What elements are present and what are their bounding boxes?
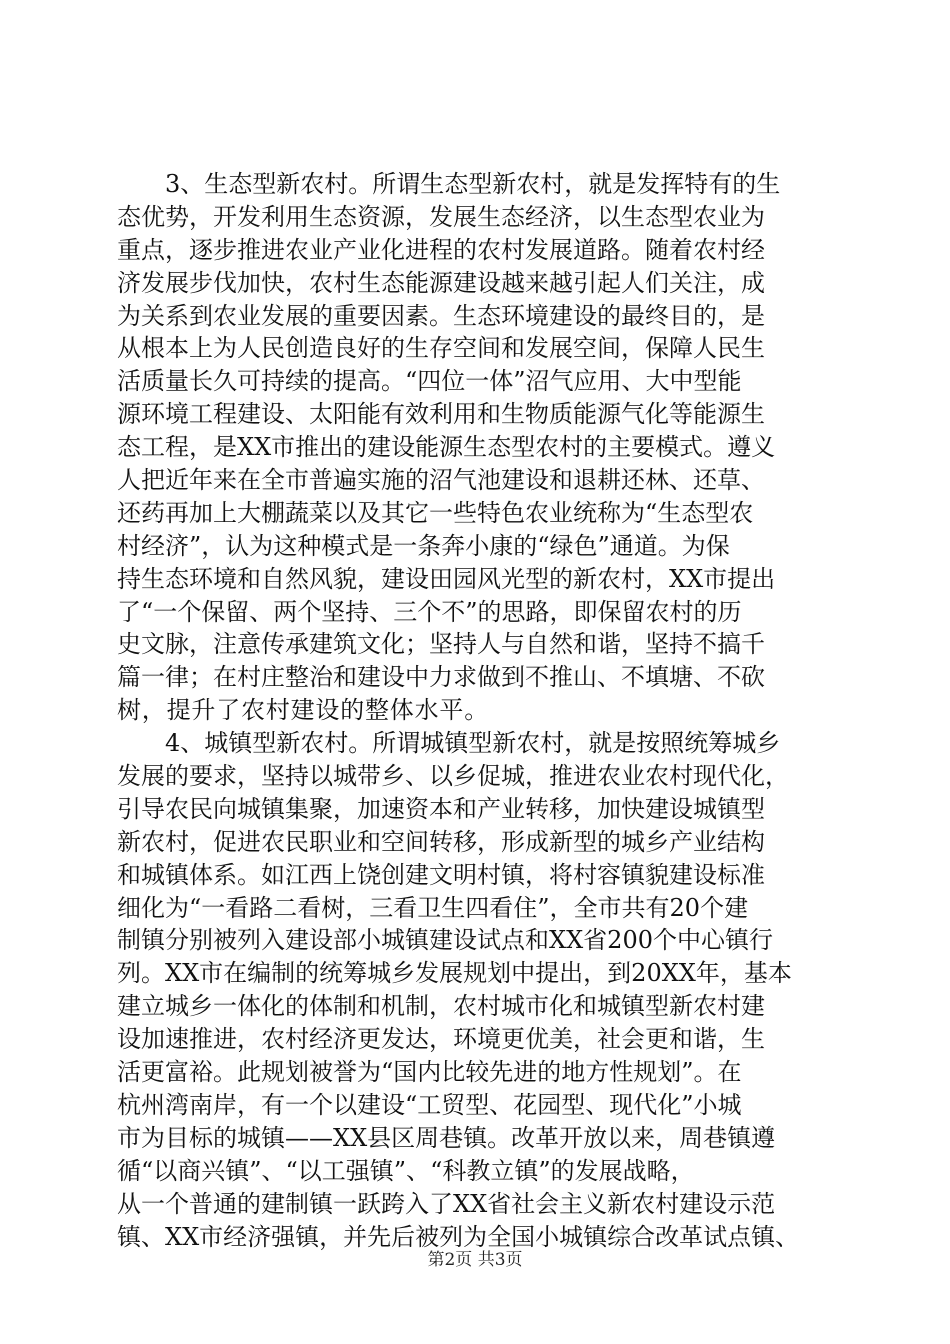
text-line: 从根本上为人民创造良好的生存空间和发展空间，保障人民生: [117, 334, 765, 363]
text-line: 济发展步伐加快，农村生态能源建设越来越引起人们关注，成: [117, 268, 765, 297]
page-footer: 第2页 共3页: [427, 1250, 523, 1270]
text-line: 为关系到农业发展的重要因素。生态环境建设的最终目的，是: [117, 301, 765, 330]
text-line: 列。XX市在编制的统筹城乡发展规划中提出，到20XX年，基本: [117, 959, 792, 988]
text-line: 4、城镇型新农村。所谓城镇型新农村，就是按照统筹城乡: [117, 729, 781, 758]
text-line: 人把近年来在全市普遍实施的沼气池建设和退耕还林、还草、: [117, 466, 765, 495]
text-line: 建立城乡一体化的体制和机制，农村城市化和城镇型新农村建: [117, 992, 765, 1021]
text-line: 村经济”，认为这种模式是一条奔小康的“绿色”通道。为保: [117, 531, 730, 560]
text-line: 引导农民向城镇集聚，加速资本和产业转移，加快建设城镇型: [117, 794, 765, 823]
text-line: 从一个普通的建制镇一跃跨入了XX省社会主义新农村建设示范: [117, 1189, 776, 1218]
text-line: 制镇分别被列入建设部小城镇建设试点和XX省200个中心镇行: [117, 926, 773, 955]
text-line: 态优势，开发利用生态资源，发展生态经济，以生态型农业为: [117, 202, 765, 231]
text-line: 发展的要求，坚持以城带乡、以乡促城，推进农业农村现代化，: [117, 762, 789, 791]
text-line: 细化为“一看路二看树，三看卫生四看住”，全市共有20个建: [117, 893, 749, 922]
text-line: 和城镇体系。如江西上饶创建文明村镇，将村容镇貌建设标准: [117, 860, 765, 889]
text-line: 源环境工程建设、太阳能有效利用和生物质能源气化等能源生: [117, 400, 765, 429]
text-line: 3、生态型新农村。所谓生态型新农村，就是发挥特有的生: [117, 170, 781, 198]
document-body: [117, 168, 841, 1253]
text-line: 循“以商兴镇”、“以工强镇”、“科教立镇”的发展战略，: [117, 1156, 695, 1185]
text-line: 还药再加上大棚蔬菜以及其它一些特色农业统称为“生态型农: [117, 498, 754, 527]
text-line: 树，提升了农村建设的整体水平。: [117, 696, 489, 725]
text-line: 杭州湾南岸，有一个以建设“工贸型、花园型、现代化”小城: [117, 1090, 742, 1119]
text-line: 活质量长久可持续的提高。“四位一体”沼气应用、大中型能: [117, 367, 742, 396]
text-line: 重点，逐步推进农业产业化进程的农村发展道路。随着农村经: [117, 235, 765, 264]
text-line: 了“一个保留、两个坚持、三个不”的思路，即保留农村的历: [117, 597, 742, 626]
text-line: 新农村，促进农民职业和空间转移，形成新型的城乡产业结构: [117, 827, 765, 856]
text-line: 史文脉，注意传承建筑文化；坚持人与自然和谐，坚持不搞千: [117, 630, 765, 659]
text-line: 活更富裕。此规划被誉为“国内比较先进的地方性规划”。在: [117, 1058, 742, 1087]
text-line: 设加速推进，农村经济更发达，环境更优美，社会更和谐，生: [117, 1025, 765, 1054]
text-line: 态工程，是XX市推出的建设能源生态型农村的主要模式。遵义: [117, 433, 776, 462]
text-line: 篇一律；在村庄整治和建设中力求做到不推山、不填塘、不砍: [117, 663, 765, 692]
text-line: 镇、XX市经济强镇，并先后被列为全国小城镇综合改革试点镇、: [117, 1222, 800, 1251]
text-line: 持生态环境和自然风貌，建设田园风光型的新农村，XX市提出: [117, 564, 776, 593]
text-line: 市为目标的城镇——XX县区周巷镇。改革开放以来，周巷镇遵: [117, 1123, 776, 1152]
